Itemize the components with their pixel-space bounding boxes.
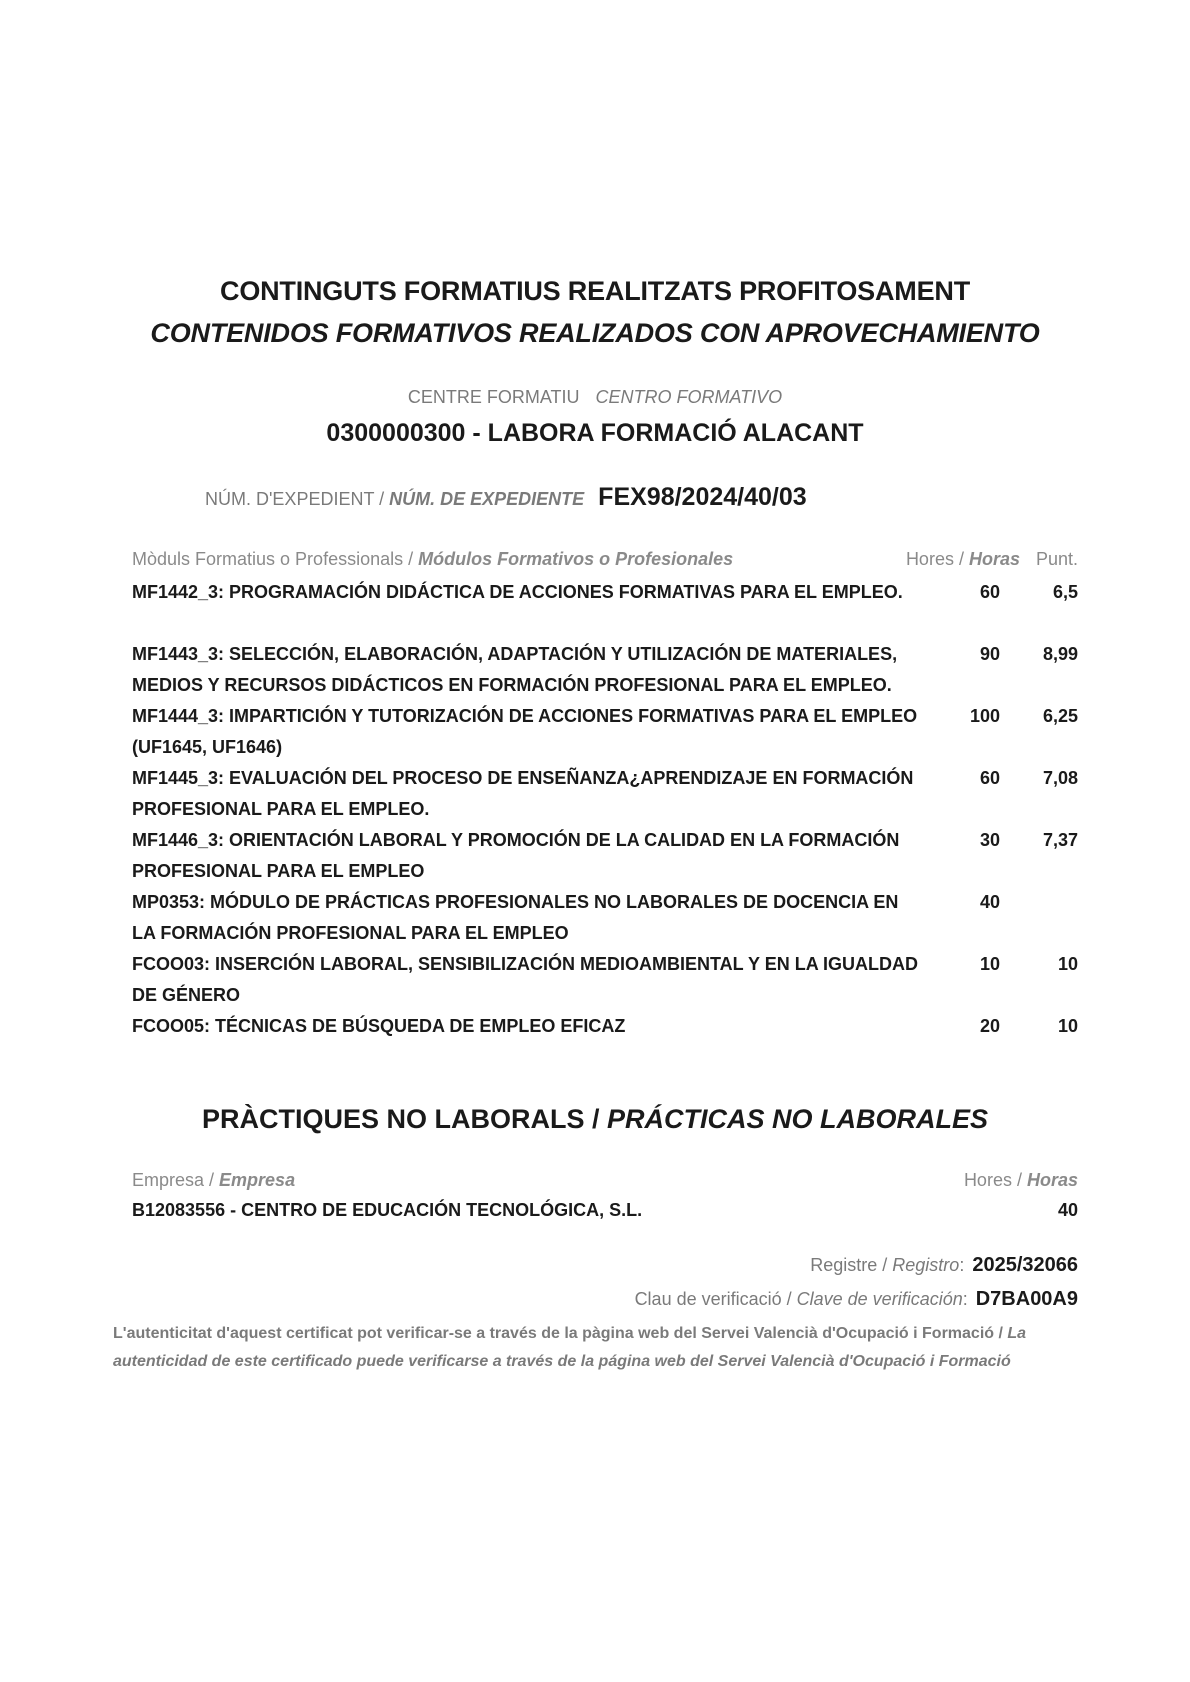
module-row (132, 949, 1078, 1011)
module-hours: 100 (969, 706, 1000, 726)
modules-header-name-ca: Mòduls Formatius o Professionals / (132, 549, 419, 569)
verification-label (635, 1289, 968, 1309)
authenticity-notice-es: La autenticidad de este certificado puede verificarse a través de la página web del Servei Valencià d'Ocupació i Formació (113, 1325, 1027, 1370)
module-score: 10 (1057, 1016, 1078, 1036)
module-hours: 60 (979, 582, 1000, 602)
module-name: FCOO05: TÉCNICAS DE BÚSQUEDA DE EMPLEO EFICAZ (132, 1016, 626, 1036)
registry-label-ca: Registre / (810, 1255, 893, 1275)
practices-header-hours-ca: Hores / (963, 1170, 1027, 1190)
modules-header-hours-es: Horas (968, 549, 1020, 569)
module-hours: 30 (979, 830, 1000, 850)
modules-header-name (132, 549, 733, 570)
module-hours: 20 (979, 1016, 1000, 1036)
registry-label-colon: : (959, 1255, 965, 1275)
verification-row (635, 1288, 1078, 1311)
module-score: 7,08 (1042, 768, 1078, 788)
training-centre-label-ca: CENTRE FORMATIU (407, 387, 580, 407)
practices-row (132, 1200, 1078, 1230)
module-score: 7,37 (1042, 830, 1078, 850)
module-row (132, 701, 1078, 763)
document-title-spanish: CONTENIDOS FORMATIVOS REALIZADOS CON APROVECHAMIENTO (150, 318, 1040, 348)
training-centre-label (0, 387, 1190, 408)
practices-header-company (132, 1170, 295, 1191)
practices-hours: 40 (1057, 1200, 1078, 1220)
expedient-label (205, 489, 584, 509)
practices-header-company-ca: Empresa / (132, 1170, 220, 1190)
modules-header-name-es: Módulos Formativos o Profesionales (418, 549, 734, 569)
module-row (132, 825, 1078, 887)
practices-header-hours-es: Horas (1026, 1170, 1078, 1190)
document-title-catalan: CONTINGUTS FORMATIUS REALITZATS PROFITOSAMENT (220, 276, 970, 306)
module-name: MP0353: MÓDULO DE PRÁCTICAS PROFESIONALES NO LABORALES DE DOCENCIA EN LA FORMACIÓN PROFESIONAL PARA EL EMPLEO (132, 892, 899, 943)
expedient-number: FEX98/2024/40/03 (598, 483, 807, 511)
module-hours: 90 (979, 644, 1000, 664)
authenticity-notice (113, 1320, 1083, 1376)
verification-label-es: Clave de verificación (796, 1289, 963, 1309)
practices-header-hours (964, 1170, 1078, 1191)
registry-row (810, 1254, 1078, 1277)
modules-header-score: Punt. (1035, 549, 1078, 569)
practices-table-header (132, 1170, 1078, 1194)
practices-header-company-es: Empresa (219, 1170, 296, 1190)
module-name: FCOO03: INSERCIÓN LABORAL, SENSIBILIZACIÓN MEDIOAMBIENTAL Y EN LA IGUALDAD DE GÉNERO (132, 954, 919, 1005)
training-centre-label-es: CENTRO FORMATIVO (595, 387, 783, 407)
expedient-label-ca: NÚM. D'EXPEDIENT / (205, 489, 390, 509)
practices-title-ca: PRÀCTIQUES NO LABORALS / (201, 1104, 607, 1134)
module-score: 10 (1057, 954, 1078, 974)
practices-section-title (0, 1104, 1190, 1135)
verification-code: D7BA00A9 (975, 1288, 1078, 1310)
module-row (132, 577, 1078, 639)
training-centre-name: 0300000300 - LABORA FORMACIÓ ALACANT (326, 419, 864, 447)
module-name: MF1446_3: ORIENTACIÓN LABORAL Y PROMOCIÓN DE LA CALIDAD EN LA FORMACIÓN PROFESIONAL PARA EL EMPLEO (132, 830, 900, 881)
modules-header-hours-ca: Hores / (905, 549, 969, 569)
module-score: 6,25 (1042, 706, 1078, 726)
module-hours: 10 (979, 954, 1000, 974)
practices-title-es: PRÁCTICAS NO LABORALES (607, 1104, 989, 1134)
module-row (132, 763, 1078, 825)
module-hours: 60 (979, 768, 1000, 788)
module-row (132, 1011, 1078, 1042)
practices-company-name: B12083556 - CENTRO DE EDUCACIÓN TECNOLÓGICA, S.L. (132, 1200, 643, 1220)
modules-table (132, 577, 1078, 1042)
module-row (132, 639, 1078, 701)
module-row (132, 887, 1078, 949)
module-name: MF1445_3: EVALUACIÓN DEL PROCESO DE ENSEÑANZA¿APRENDIZAJE EN FORMACIÓN PROFESIONAL PARA EL EMPLEO. (132, 768, 914, 819)
module-hours: 40 (979, 892, 1000, 912)
verification-label-colon: : (962, 1289, 968, 1309)
expedient-row (205, 483, 807, 512)
verification-label-ca: Clau de verificació / (634, 1289, 797, 1309)
modules-header-hours (906, 549, 1020, 570)
registry-label (810, 1255, 964, 1275)
module-name: MF1443_3: SELECCIÓN, ELABORACIÓN, ADAPTACIÓN Y UTILIZACIÓN DE MATERIALES, MEDIOS Y RECURSOS DIDÁCTICOS EN FORMACIÓN PROFESIONAL PARA EL EMPLEO. (132, 644, 898, 695)
modules-table-header (132, 549, 1078, 573)
registry-label-es: Registro (892, 1255, 960, 1275)
module-score: 6,5 (1052, 582, 1078, 602)
registry-number: 2025/32066 (972, 1254, 1078, 1276)
authenticity-notice-ca: L'autenticitat d'aquest certificat pot verificar-se a través de la pàgina web del Servei Valencià d'Ocupació i Formació / (113, 1325, 1008, 1342)
module-name: MF1444_3: IMPARTICIÓN Y TUTORIZACIÓN DE ACCIONES FORMATIVAS PARA EL EMPLEO (UF1645, UF1646) (132, 706, 918, 757)
module-score: 8,99 (1042, 644, 1078, 664)
module-name: MF1442_3: PROGRAMACIÓN DIDÁCTICA DE ACCIONES FORMATIVAS PARA EL EMPLEO. (132, 582, 903, 602)
expedient-label-es: NÚM. DE EXPEDIENTE (389, 489, 585, 509)
